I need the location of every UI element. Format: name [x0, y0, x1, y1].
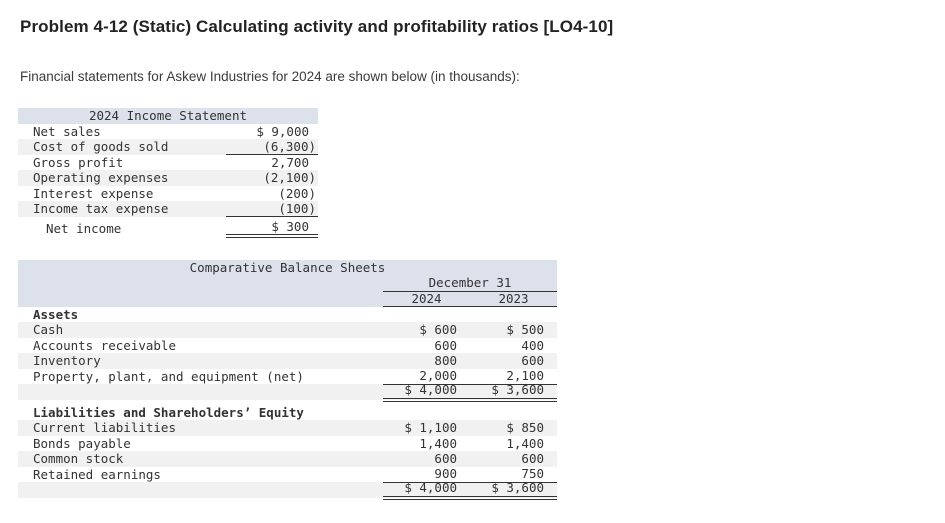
date-header-row	[18, 276, 557, 292]
row-value: 2,700	[271, 154, 309, 170]
income-statement-table	[18, 108, 318, 236]
section-label: Assets	[33, 306, 79, 322]
row-value: $ 300	[226, 219, 318, 239]
value-2024: $ 1,100	[404, 420, 457, 435]
year-header-row	[18, 291, 557, 307]
total-2023: $ 3,600	[491, 382, 544, 397]
row-value: (100)	[226, 201, 318, 218]
table-row	[18, 124, 318, 140]
row-label: Accounts receivable	[33, 337, 176, 353]
total-2024: $ 4,000	[404, 382, 457, 397]
intro-text: Financial statements for Askew Industries for 2024 are shown below (in thousands):	[20, 69, 520, 84]
row-label: Cash	[33, 322, 64, 337]
value-2023: 600	[521, 451, 544, 466]
row-label: Interest expense	[33, 185, 154, 201]
row-label: Gross profit	[33, 154, 124, 170]
value-2024: 1,400	[419, 435, 457, 451]
table-row	[18, 436, 557, 452]
liabilities-equity-total-row	[18, 482, 557, 498]
net-income-row	[18, 218, 318, 237]
table-row	[18, 155, 318, 171]
total-2023: $ 3,600	[491, 480, 544, 495]
table-row	[18, 322, 557, 338]
year-column-2023: 2023	[498, 290, 529, 306]
row-label: Retained earnings	[33, 466, 161, 482]
section-header-row	[18, 405, 557, 421]
row-label: Bonds payable	[33, 435, 131, 451]
value-2024: 600	[434, 337, 457, 353]
assets-total-row	[18, 384, 557, 400]
row-label: Common stock	[33, 451, 124, 466]
year-headers	[383, 291, 557, 308]
table-row	[18, 186, 318, 202]
table-row	[18, 353, 557, 369]
row-label: Property, plant, and equipment (net)	[33, 368, 304, 384]
balance-sheet-title: Comparative Balance Sheets	[189, 260, 386, 275]
row-label: Inventory	[33, 353, 101, 368]
table-row	[18, 338, 557, 354]
value-2023: 1,400	[506, 435, 544, 451]
table-row	[18, 451, 557, 467]
table-row	[18, 420, 557, 436]
balance-sheet-table	[18, 260, 557, 498]
value-2023: 600	[521, 353, 544, 368]
value-2024: 2,000	[419, 368, 457, 383]
row-label: Cost of goods sold	[33, 139, 169, 154]
row-value: (2,100)	[263, 170, 316, 185]
row-label: Operating expenses	[33, 170, 169, 185]
income-statement-header: 2024 Income Statement	[18, 108, 318, 124]
section-label: Liabilities and Shareholders’ Equity	[33, 404, 304, 420]
value-2023: 400	[521, 337, 544, 353]
value-2023: $ 500	[506, 322, 544, 337]
table-row	[18, 170, 318, 186]
row-value: (200)	[278, 185, 316, 201]
row-label: Current liabilities	[33, 420, 176, 435]
year-column-2024: 2024	[411, 290, 442, 306]
value-2024: $ 600	[419, 322, 457, 337]
balance-sheet-header-block	[18, 260, 557, 307]
value-2024: 600	[434, 451, 457, 466]
value-2024: 800	[434, 353, 457, 368]
row-value: $ 9,000	[256, 123, 309, 139]
value-2023: 750	[521, 466, 544, 481]
total-2024: $ 4,000	[404, 480, 457, 495]
row-label: Net sales	[33, 123, 101, 139]
value-2023: 2,100	[506, 368, 544, 383]
section-header-row	[18, 307, 557, 323]
value-2023: $ 850	[506, 420, 544, 435]
page-title: Problem 4-12 (Static) Calculating activity and profitability ratios [LO4-10]	[20, 17, 614, 36]
table-row	[18, 201, 318, 217]
row-label: Income tax expense	[33, 201, 169, 216]
row-value: (6,300)	[226, 139, 318, 156]
date-header: December 31	[383, 275, 557, 292]
table-row	[18, 139, 318, 155]
row-label: Net income	[46, 220, 122, 236]
value-2024: 900	[434, 466, 457, 481]
